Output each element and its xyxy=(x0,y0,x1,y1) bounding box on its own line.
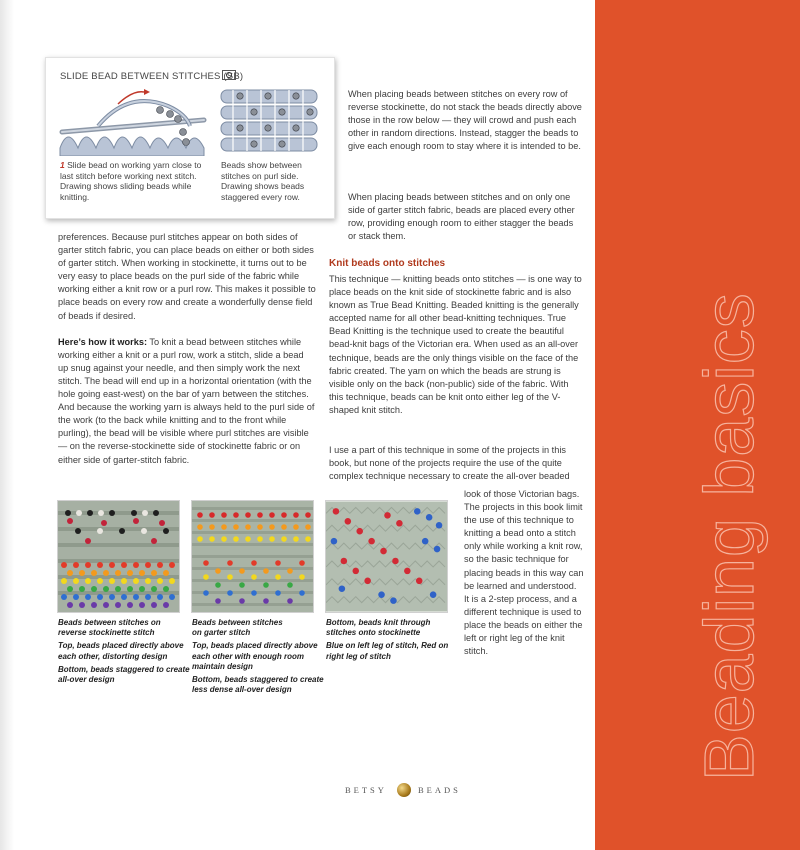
footer-left-text: BETSY xyxy=(345,785,387,795)
caption-left-text: Slide bead on working yarn close to last stitch before working next stitch. Drawing shows sliding beads while knitting. xyxy=(60,160,202,202)
right-paragraph-3: This technique — knitting beads onto stitches — is one way to place beads on the knit side of stockinette fabric and is also known as True Bead Knitting. Beaded knitting is the generally accepted name for all other bead-knitting techniques. True Bead Knitting is the technique used to create the beautiful bead-knit bags of the Victorian era. When used as an all-over technique, beads are the only things visible on the face of the fabric created. The yarn on which the beads are strung is visible only on the back (non-public) side of the fabric. With this technique, beads can be knit onto either leg of the V-shaped knit stitch. xyxy=(329,274,582,415)
knitting-drawing xyxy=(58,86,208,156)
how-it-works-lead: Here’s how it works: xyxy=(58,336,148,347)
section-heading: Knit beads onto stitches xyxy=(329,258,446,269)
footer-right-text: BEADS xyxy=(418,785,461,795)
swatch-1-line1: Beads between stitches on xyxy=(58,618,161,627)
figure-caption-left xyxy=(60,160,210,202)
right-paragraph-1: When placing beads between stitches on every row of reverse stockinette, do not stack the beads directly above those in the row below — they will crowd and push each other in random directions. Instead, stagger the beads to give each enough room to stay where it is intended to be. xyxy=(348,89,582,152)
swatch-1-title xyxy=(58,618,190,638)
swatch-caption-2 xyxy=(192,618,326,698)
purl-side-drawing xyxy=(219,86,319,154)
right-paragraph-2: When placing beads between stitches and on only one side of garter stitch fabric, beads are placed every other row, providing enough room to either stagger the beads or stack them. xyxy=(348,192,575,242)
left-p1-text: preferences. Because purl stitches appear on both sides of garter stitch fabric, you can place beads on either or both sides of garter stitch. When working in stockinette, it turns out to be very easy to place beads on the purl side of the fabric while working either a knit row or a purl row. This makes it possible to place beads on every row and create a wonderfully dense field of beads if desired. xyxy=(58,232,316,321)
left-column-text xyxy=(58,231,316,467)
swatch-2-line1: Beads between stitches xyxy=(192,618,283,627)
swatch-caption-1 xyxy=(58,618,190,688)
swatch-3-line2: stitches onto stockinette xyxy=(326,628,421,638)
swatch-2-bottom: Bottom, beads staggered to create less dense all-over design xyxy=(192,675,324,695)
swatch-3-title xyxy=(326,618,450,638)
swatch-1-bottom: Bottom, beads staggered to create all-over design xyxy=(58,664,190,685)
figure-box xyxy=(45,57,335,219)
left-paragraph-2 xyxy=(58,336,316,467)
swatch-3-line1: Bottom, beads knit through xyxy=(326,618,431,627)
figure-caption-right: Beads show between stitches on purl side. Drawing shows beads staggered every row. xyxy=(221,160,305,202)
swatch-1-top: Top, beads placed directly above each other, distorting design xyxy=(58,641,184,661)
left-p2-text: To knit a bead between stitches while working either a knit or a purl row, work a stitch, slide a bead up snug against your needle, and then simply work the next stitch. The bead will end up in a horizontal orientation (with the hole going east-west) on the bar of yarn between the stitches. And because the working yarn is always held to the purl side of the work (to the back while knitting and to the front while purling), the bead will be visible where purl stitches are visible — on the reverse-stockinette side of stockinette fabric or on either side of garter-stitch fabric. xyxy=(58,336,315,465)
swatch-2-line2: on garter stitch xyxy=(192,628,251,638)
page-edge-shadow xyxy=(0,0,14,850)
right-paragraph-4-side: look of those Victorian bags. The projects in this book limit the use of this technique to knitting a bead onto a stitch only while working a knit row, so the basic technique for placing beads in this way can be learned and understood. It is a 2-step process, and a different technique is used to place the beads on either the left or right leg of the knit stitch. xyxy=(464,489,584,657)
step-number: 1 xyxy=(60,160,65,170)
page-footer xyxy=(300,783,500,799)
swatch-garter-stitch xyxy=(192,501,313,612)
swatch-caption-3 xyxy=(326,618,450,665)
chapter-title: Beading basics xyxy=(690,292,768,781)
bead-logo-icon xyxy=(397,783,411,797)
figure-title: SLIDE BEAD BETWEEN STITCHES (SB) xyxy=(60,71,244,82)
swatch-stockinette-knit-beads xyxy=(326,501,447,612)
swatch-2-title xyxy=(192,618,326,638)
right-paragraph-4-top: I use a part of this technique in some of the projects in this book, but none of the projects require the use of the quite complex technique necessary to create the all-over beaded xyxy=(329,445,570,482)
left-paragraph-1 xyxy=(58,231,316,323)
swatch-3-top: Blue on left leg of stitch, Red on right leg of stitch xyxy=(326,641,449,661)
swatch-1-line2: reverse stockinette stitch xyxy=(58,628,155,638)
swatch-reverse-stockinette xyxy=(58,501,179,612)
swatch-2-top: Top, beads placed directly above each other with enough room maintain design xyxy=(192,641,318,671)
bead-symbol-icon xyxy=(222,70,236,80)
